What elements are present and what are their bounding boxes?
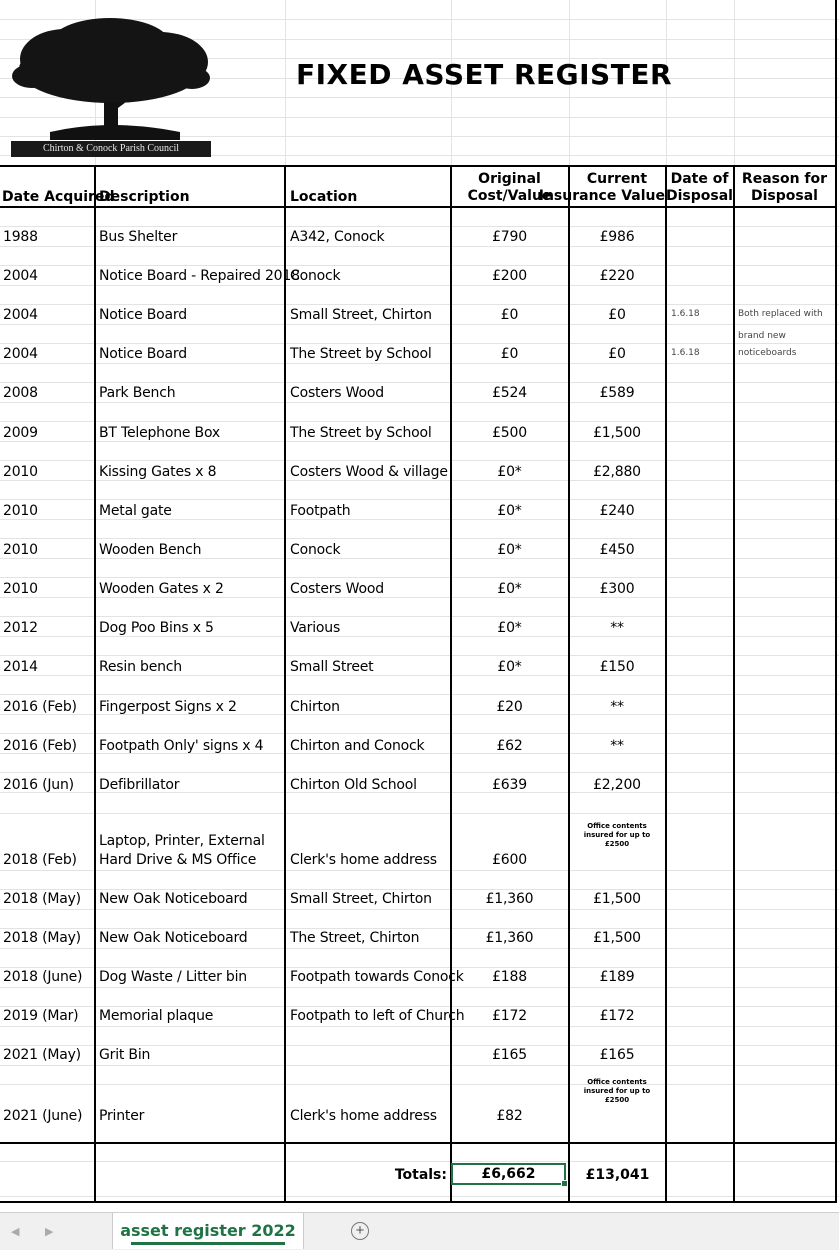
scroll-left-icon[interactable]: ◀: [11, 1226, 20, 1238]
total-cost-cell[interactable]: £6,662: [451, 1163, 566, 1185]
cell-insurance-note: insured for up to: [583, 1087, 651, 1095]
cell-description[interactable]: Resin bench: [99, 659, 182, 675]
cell-description[interactable]: Wooden Gates x 2: [99, 581, 224, 597]
cell-description[interactable]: Grit Bin: [99, 1047, 151, 1063]
header-reason-line2[interactable]: Disposal: [751, 188, 818, 204]
cell-insurance-value[interactable]: £150: [599, 659, 635, 675]
cell-insurance-value[interactable]: £1,500: [593, 891, 641, 907]
cell-description[interactable]: New Oak Noticeboard: [99, 930, 248, 946]
cell-location[interactable]: The Street by School: [290, 346, 432, 362]
cell-description-line1[interactable]: Laptop, Printer, External: [99, 833, 265, 849]
cell-insurance-value[interactable]: £2,880: [593, 464, 641, 480]
cell-original-cost[interactable]: £0*: [497, 503, 522, 519]
cell-location[interactable]: Costers Wood: [290, 385, 384, 401]
cell-insurance-value[interactable]: **: [610, 620, 624, 636]
header-cost-line2[interactable]: Cost/Value: [467, 188, 552, 204]
cell-insurance-value[interactable]: £0: [608, 346, 626, 362]
cell-original-cost[interactable]: £0*: [497, 464, 522, 480]
cell-description[interactable]: Notice Board: [99, 307, 187, 323]
cell-insurance-value[interactable]: £450: [599, 542, 635, 558]
sheet-tab-bar: [0, 1212, 839, 1250]
cell-date[interactable]: 2018 (May): [3, 891, 81, 907]
cell-insurance-value[interactable]: £172: [599, 1008, 635, 1024]
cell-original-cost[interactable]: £200: [492, 268, 527, 284]
cell-insurance-value[interactable]: £240: [599, 503, 635, 519]
cell-original-cost[interactable]: £600: [492, 852, 527, 868]
cell-description[interactable]: BT Telephone Box: [99, 425, 220, 441]
header-location[interactable]: Location: [290, 189, 358, 205]
cell-location[interactable]: Costers Wood & village: [290, 464, 448, 480]
cell-location[interactable]: The Street, Chirton: [290, 930, 420, 946]
cell-location[interactable]: Chirton: [290, 699, 340, 715]
cell-location[interactable]: Small Street: [290, 659, 374, 675]
cell-description[interactable]: New Oak Noticeboard: [99, 891, 248, 907]
cell-location[interactable]: The Street by School: [290, 425, 432, 441]
cell-date[interactable]: 2019 (Mar): [3, 1008, 79, 1024]
cell-date[interactable]: 2010: [3, 464, 38, 480]
header-insurance-line1[interactable]: Current: [586, 171, 648, 187]
cell-description[interactable]: Notice Board: [99, 346, 187, 362]
cell-insurance-value[interactable]: £189: [599, 969, 635, 985]
cell-date[interactable]: 2018 (Feb): [3, 852, 77, 868]
cell-insurance-value[interactable]: £986: [599, 229, 635, 245]
cell-location[interactable]: Clerk's home address: [290, 852, 437, 868]
cell-insurance-value[interactable]: £220: [599, 268, 635, 284]
cell-date[interactable]: 2010: [3, 503, 38, 519]
total-insurance-cell[interactable]: £13,041: [585, 1167, 650, 1183]
cell-disposal-reason[interactable]: noticeboards: [738, 348, 797, 358]
cell-description[interactable]: Kissing Gates x 8: [99, 464, 217, 480]
cell-insurance-value[interactable]: £300: [599, 581, 635, 597]
cell-disposal-date[interactable]: 1.6.18: [671, 348, 700, 358]
cell-insurance-note: Office contents: [587, 822, 647, 830]
cell-date[interactable]: 2016 (Jun): [3, 777, 74, 793]
cell-location[interactable]: Footpath to left of Church: [290, 1008, 465, 1024]
cell-insurance-value[interactable]: £589: [599, 385, 635, 401]
cell-description[interactable]: Defibrillator: [99, 777, 180, 793]
cell-insurance-value[interactable]: **: [610, 699, 624, 715]
cell-location[interactable]: Footpath: [290, 503, 351, 519]
cell-date[interactable]: 2014: [3, 659, 38, 675]
cell-insurance-value[interactable]: £165: [599, 1047, 635, 1063]
cell-insurance-value[interactable]: £1,500: [593, 930, 641, 946]
cell-date[interactable]: 2021 (June): [3, 1108, 83, 1124]
cell-date[interactable]: 2016 (Feb): [3, 699, 77, 715]
cell-original-cost[interactable]: £639: [492, 777, 527, 793]
cell-original-cost[interactable]: £165: [492, 1047, 527, 1063]
cell-insurance-note: Office contents: [587, 1078, 647, 1086]
cell-description[interactable]: Park Bench: [99, 385, 176, 401]
cell-date[interactable]: 1988: [3, 229, 38, 245]
cell-original-cost[interactable]: £172: [492, 1008, 527, 1024]
cell-date[interactable]: 2010: [3, 581, 38, 597]
add-sheet-icon[interactable]: +: [351, 1222, 369, 1240]
header-insurance-line2[interactable]: Insurance Value: [538, 188, 665, 204]
cell-date[interactable]: 2012: [3, 620, 38, 636]
cell-insurance-note: £2500: [604, 1096, 630, 1104]
cell-insurance-value[interactable]: £0: [608, 307, 626, 323]
cell-original-cost[interactable]: £500: [492, 425, 527, 441]
cell-date[interactable]: 2021 (May): [3, 1047, 81, 1063]
reason-note-extra: brand new: [738, 331, 786, 341]
header-description[interactable]: Description: [99, 189, 190, 205]
header-disposal-date-line1[interactable]: Date of: [670, 171, 729, 187]
cell-date[interactable]: 2018 (May): [3, 930, 81, 946]
cell-date[interactable]: 2009: [3, 425, 38, 441]
scroll-right-icon[interactable]: ▶: [45, 1226, 54, 1238]
cell-description[interactable]: Notice Board - Repaired 2018: [99, 268, 300, 284]
header-disposal-date-line2[interactable]: Disposal: [666, 188, 733, 204]
cell-disposal-date[interactable]: 1.6.18: [671, 309, 700, 319]
cell-original-cost[interactable]: £790: [492, 229, 527, 245]
cell-location[interactable]: Conock: [290, 268, 341, 284]
cell-location[interactable]: Small Street, Chirton: [290, 891, 432, 907]
cell-original-cost[interactable]: £0: [500, 307, 519, 323]
cell-original-cost[interactable]: £1,360: [485, 891, 534, 907]
cell-date[interactable]: 2004: [3, 346, 38, 362]
cell-description[interactable]: Dog Poo Bins x 5: [99, 620, 214, 636]
cell-insurance-value[interactable]: £1,500: [593, 425, 641, 441]
cell-description[interactable]: Printer: [99, 1108, 145, 1124]
cell-description[interactable]: Metal gate: [99, 503, 172, 519]
cell-date[interactable]: 2008: [3, 385, 38, 401]
cell-location[interactable]: Chirton and Conock: [290, 738, 425, 754]
header-cost-line1[interactable]: Original: [478, 171, 541, 187]
cell-original-cost[interactable]: £1,360: [485, 930, 534, 946]
totals-label: Totals:: [394, 1167, 447, 1183]
cell-original-cost[interactable]: £62: [496, 738, 523, 754]
cell-location[interactable]: Various: [290, 620, 341, 636]
cell-description[interactable]: Footpath Only' signs x 4: [99, 738, 264, 754]
cell-original-cost[interactable]: £0*: [497, 542, 522, 558]
cell-description[interactable]: Bus Shelter: [99, 229, 178, 245]
cell-description[interactable]: Dog Waste / Litter bin: [99, 969, 247, 985]
cell-original-cost[interactable]: £0*: [497, 620, 522, 636]
oak-tree-icon: [10, 14, 212, 144]
cell-location[interactable]: Chirton Old School: [290, 777, 417, 793]
cell-insurance-value[interactable]: £2,200: [593, 777, 641, 793]
cell-original-cost[interactable]: £188: [492, 969, 527, 985]
cell-location[interactable]: Small Street, Chirton: [290, 307, 432, 323]
parish-council-logo: [10, 14, 212, 160]
sheet-title: FIXED ASSET REGISTER: [296, 58, 673, 91]
cell-original-cost[interactable]: £0*: [497, 581, 522, 597]
cell-date[interactable]: 2018 (June): [3, 969, 83, 985]
cell-location[interactable]: Costers Wood: [290, 581, 384, 597]
cell-original-cost[interactable]: £0*: [497, 659, 522, 675]
cell-insurance-note: insured for up to: [583, 831, 651, 839]
cell-date[interactable]: 2004: [3, 307, 38, 323]
cell-original-cost[interactable]: £20: [496, 699, 523, 715]
cell-original-cost[interactable]: £82: [496, 1108, 523, 1124]
cell-insurance-note: £2500: [604, 840, 630, 848]
cell-date[interactable]: 2004: [3, 268, 38, 284]
tab-asset-register-2022[interactable]: asset register 2022: [112, 1213, 304, 1249]
cell-original-cost[interactable]: £524: [492, 385, 527, 401]
cell-insurance-value[interactable]: **: [610, 738, 624, 754]
cell-description[interactable]: Wooden Bench: [99, 542, 202, 558]
cell-location[interactable]: Clerk's home address: [290, 1108, 437, 1124]
cell-description[interactable]: Fingerpost Signs x 2: [99, 699, 237, 715]
header-reason-line1[interactable]: Reason for: [741, 171, 828, 187]
cell-description[interactable]: Hard Drive & MS Office: [99, 852, 257, 868]
cell-location[interactable]: Footpath towards Conock: [290, 969, 464, 985]
header-date-acquired[interactable]: Date Acquired: [2, 189, 115, 205]
cell-disposal-reason[interactable]: Both replaced with: [738, 309, 823, 319]
cell-original-cost[interactable]: £0: [500, 346, 519, 362]
cell-location[interactable]: Conock: [290, 542, 341, 558]
cell-date[interactable]: 2010: [3, 542, 38, 558]
cell-location[interactable]: A342, Conock: [290, 229, 385, 245]
cell-description[interactable]: Memorial plaque: [99, 1008, 214, 1024]
logo-caption: Chirton & Conock Parish Council: [11, 141, 211, 157]
cell-date[interactable]: 2016 (Feb): [3, 738, 77, 754]
